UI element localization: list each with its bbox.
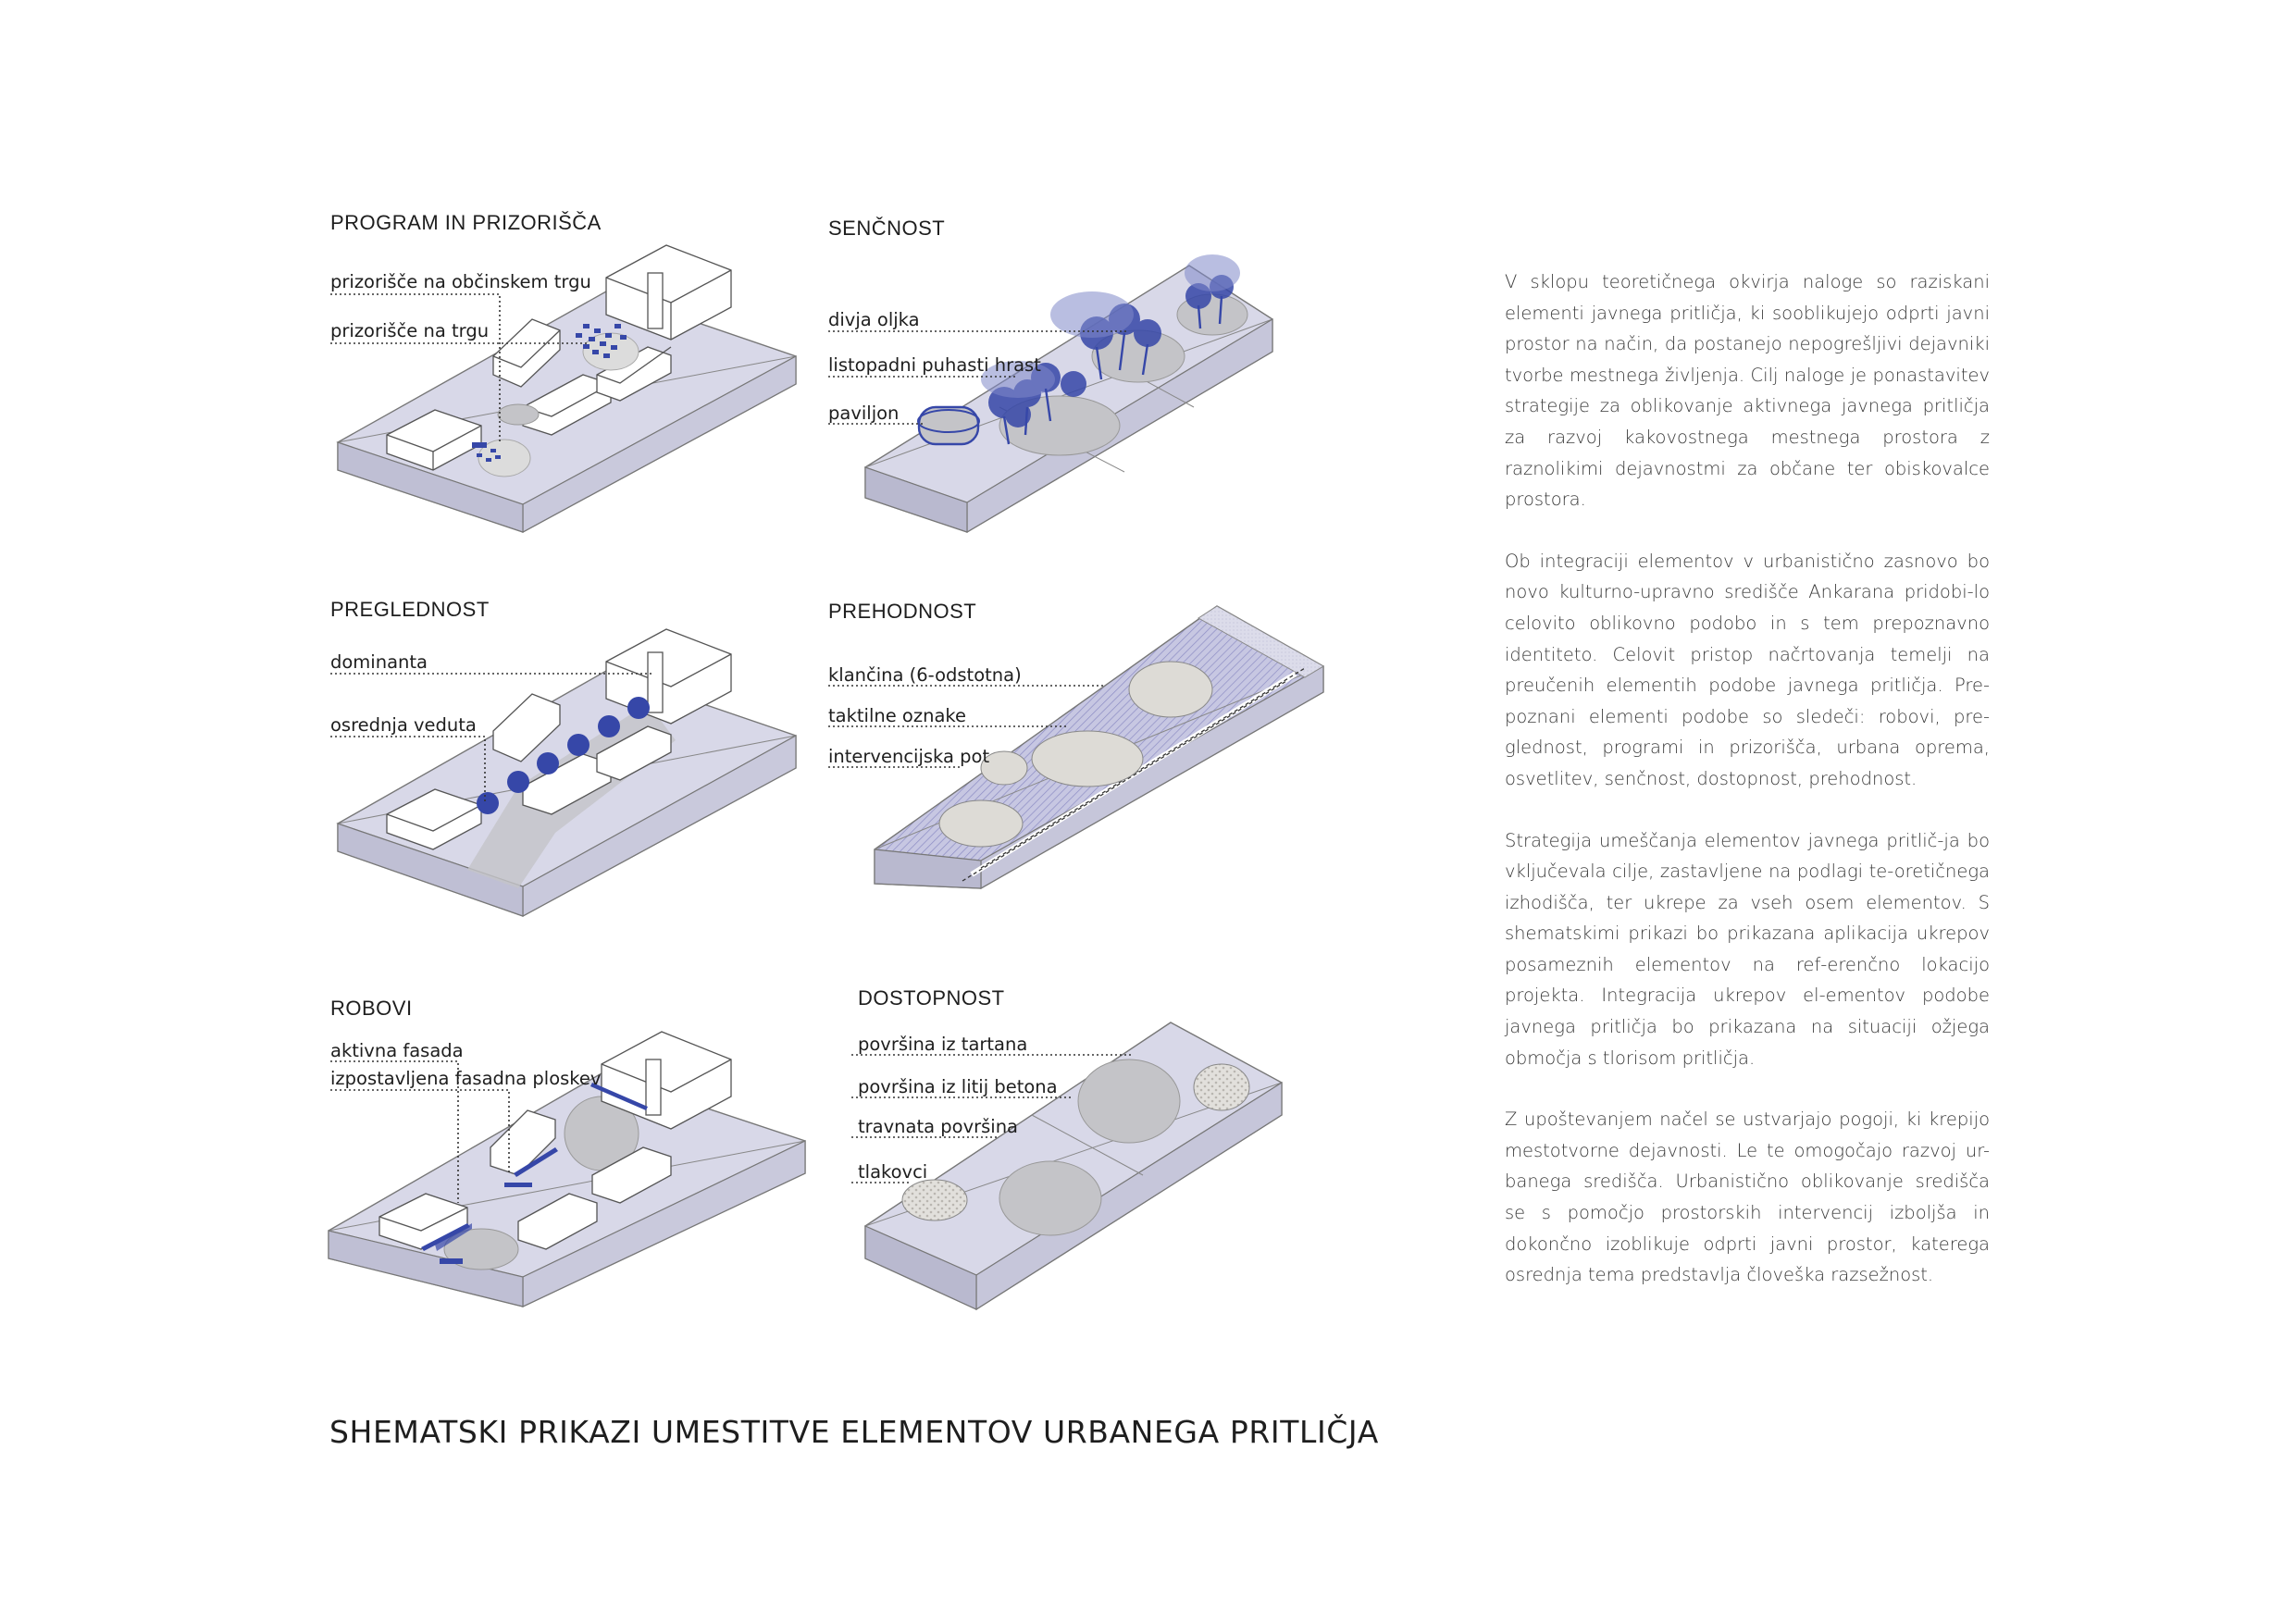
panel-title-passability: PREHODNOST xyxy=(828,600,977,623)
paragraph: Ob integraciji elementov v urbanistično zasnovo bo novo kulturno-upravno središče Ankarana pridobi-lo celovito oblikovno podobo in s tem prepoznavno identiteto. Celovit pristop načrtovanja temelji na preučenih elementih podobe javnega pritličja. Pre-poznani elementi podobe so sledeči: robovi, pre-glednost, programi in prizorišča, urbana oprema, osvetlitev, senčnost, dostopnost, prehodnost. xyxy=(1505,550,1990,789)
callout-label: intervencijska pot xyxy=(828,746,990,767)
panel-title-accessibility: DOSTOPNOST xyxy=(858,986,1005,1010)
callout-label: divja oljka xyxy=(828,309,920,330)
callout-label: travnata površina xyxy=(858,1116,1019,1137)
callout-label: površina iz tartana xyxy=(858,1034,1028,1055)
paragraph: Strategija umeščanja elementov javnega pritlič-ja bo vključevala cilje, zastavljene na podlagi te-oretičnega izhodišča, ter ukrepe za vseh osem elementov. S shematskimi prikazi bo prikazana aplikacija ukrepov posameznih elementov na ref-erenčno lokacijo projekta. Integracija ukrepov el-ementov podobe javnega pritličja bo prikazana na situaciji ožjega območja s tlorisom pritličja. xyxy=(1505,829,1990,1069)
shade-diagram xyxy=(828,254,1272,532)
panel-title-shade: SENČNOST xyxy=(828,217,946,240)
callout-label: osrednja veduta xyxy=(330,714,477,736)
main-title: SHEMATSKI PRIKAZI UMESTITVE ELEMENTOV URBANEGA PRITLIČJA xyxy=(329,1414,1379,1450)
callout-label: površina iz litij betona xyxy=(858,1076,1058,1097)
callout-label: paviljon xyxy=(828,403,900,424)
callout-label: tlakovci xyxy=(858,1161,928,1183)
callout-label: aktivna fasada xyxy=(330,1040,464,1061)
panel-title-edges: ROBOVI xyxy=(330,997,413,1020)
callout-label: izpostavljena fasadna ploskev xyxy=(330,1068,602,1089)
callout-label: listopadni puhasti hrast xyxy=(828,354,1041,376)
description-text xyxy=(1505,266,1990,1321)
callout-label: prizorišče na trgu xyxy=(330,320,490,341)
paragraph: Z upoštevanjem načel se ustvarjajo pogoji, ki krepijo mestotvorne dejavnosti. Le te omogočajo razvoj ur-banega središča. Urbanistično oblikovanje središča se s pomočjo prostorskih intervencij izboljša in dokončno izoblikuje odprti javni prostor, katerega osrednja tema predstavlja človeška razsežnost. xyxy=(1505,1109,1990,1286)
panel-title-visibility: PREGLEDNOST xyxy=(330,598,490,621)
callout-label: prizorišče na občinskem trgu xyxy=(330,271,591,292)
callout-label: klančina (6-odstotna) xyxy=(828,664,1022,686)
panel-title-program: PROGRAM IN PRIZORIŠČA xyxy=(330,211,602,234)
callout-label: taktilne oznake xyxy=(828,705,966,726)
callout-label: dominanta xyxy=(330,651,428,673)
paragraph: V sklopu teoretičnega okvirja naloge so raziskani elementi javnega pritličja, ki sooblikujejo odprti javni prostor na način, da postanejo nepogrešljivi dejavniki tvorbe mestnega življenja. Cilj naloge je ponastavitev strategije za oblikovanje aktivnega javnega pritličja za razvoj kakovostnega mestnega prostora z raznolikimi dejavnostmi za občane ter obiskovalce prostora. xyxy=(1505,271,1990,511)
